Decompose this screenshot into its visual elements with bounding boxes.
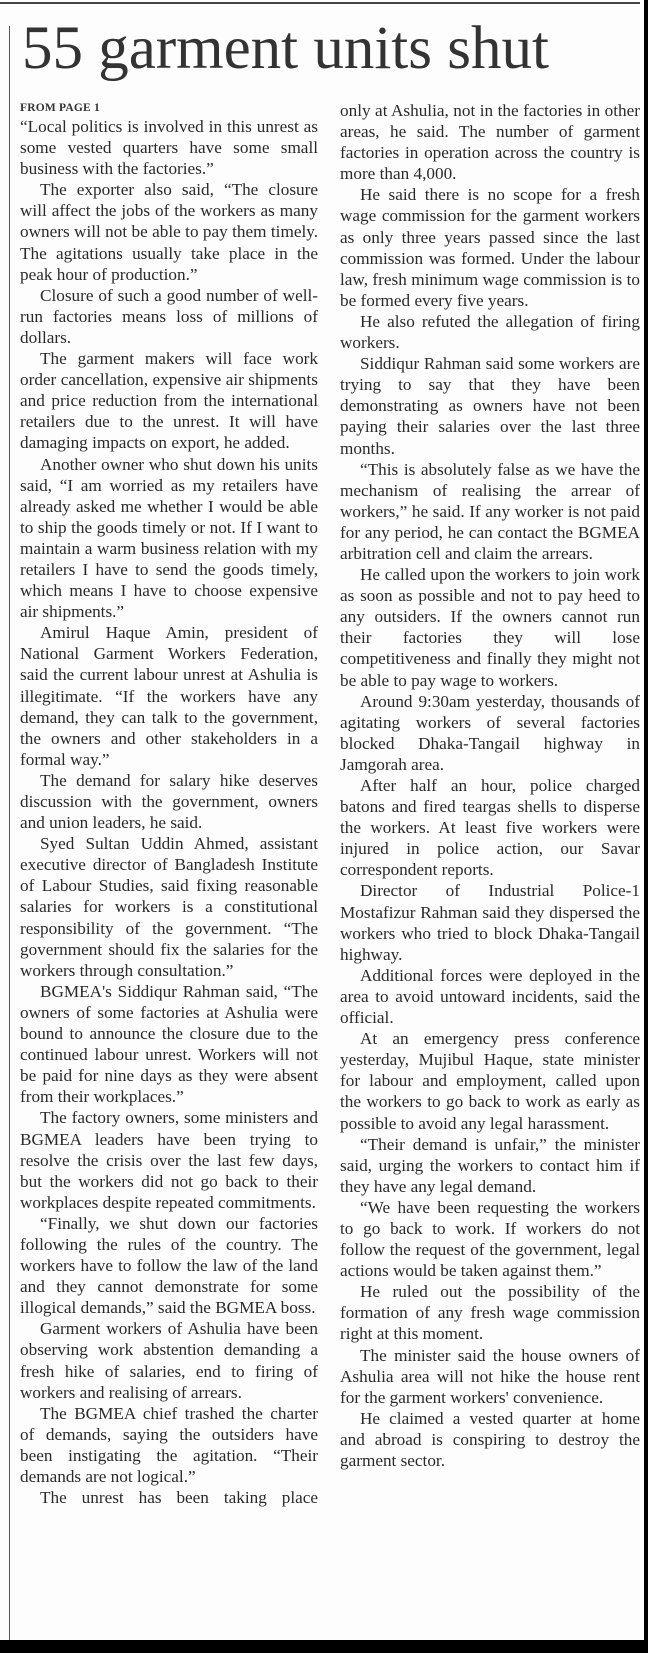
headline: 55 garment units shut: [22, 15, 549, 82]
paragraph: “Local politics is involved in this unrest as some vested quarters have some small business with the factories.”: [20, 117, 318, 179]
article-column-right: [340, 100, 640, 1471]
paragraph: Syed Sultan Uddin Ahmed, assistant executive director of Bangladesh Institute of Labour Studies, said fixing reasonable salaries for workers is a constitutional responsibility of the government. “The government should fix the salaries for the workers through consultation.”: [20, 834, 318, 980]
paragraph: “We have been requesting the workers to go back to work. If workers do not follow the request of the government, legal actions would be taken against them.”: [340, 1197, 640, 1281]
paragraph: BGMEA's Siddiqur Rahman said, “The owners of some factories at Ashulia were bound to announce the closure due to the continued labour unrest. Workers will not be paid for nine days as they were absent from their workplaces.”: [20, 981, 318, 1107]
paragraph: Another owner who shut down his units said, “I am worried as my retailers have already asked me whether I would be able to ship the goods timely or not. If I want to maintain a warm business relation with my retailers I have to send the goods timely, which means I have to choose expensive air shipments.”: [20, 454, 318, 622]
paragraph: Siddiqur Rahman said some workers are trying to say that they have been demonstrating as owners have not been paying their salaries over the last three months.: [340, 354, 640, 458]
paragraph: He said there is no scope for a fresh wage commission for the garment workers as only three years passed since the last commission was formed. Under the labour law, fresh minimum wage commission is to be formed every five years.: [340, 185, 640, 310]
paragraph: The minister said the house owners of Ashulia area will not hike the house rent for the garment workers' convenience.: [340, 1345, 640, 1407]
paragraph: Closure of such a good number of well-run factories means loss of millions of dollars.: [20, 285, 318, 347]
paragraph: The unrest has been taking place: [40, 1488, 318, 1508]
left-column-rule: [9, 26, 10, 1640]
paragraph: Additional forces were deployed in the area to avoid untoward incidents, said the official.: [340, 965, 640, 1028]
top-rule-divider: [0, 2, 640, 4]
paragraph: The exporter also said, “The closure will affect the jobs of the workers as many owners will not be able to pay them timely. The agitations usually take place in the peak hour of production.”: [20, 180, 318, 284]
paragraph: He also refuted the allegation of firing workers.: [340, 311, 640, 353]
paragraph: After half an hour, police charged batons and fired teargas shells to disperse the workers. At least five workers were injured in police action, our Savar correspondent reports.: [340, 776, 640, 880]
paragraph: Around 9:30am yesterday, thousands of agitating workers of several factories blocked Dhaka-Tangail highway in Jamgorah area.: [340, 691, 640, 774]
paragraph: At an emergency press conference yesterday, Mujibul Haque, state minister for labour and employment, called upon the workers to go back to work as early as possible to avoid any legal harassment.: [340, 1029, 640, 1133]
article-column-left: [20, 100, 318, 1508]
paragraph: Garment workers of Ashulia have been observing work abstention demanding a fresh hike of salaries, end to firing of workers and realising of arrears.: [20, 1319, 318, 1402]
paragraph: The factory owners, some ministers and BGMEA leaders have been trying to resolve the crisis over the last few days, but the workers did not go back to their workplaces despite repeated commitments.: [20, 1108, 318, 1212]
paragraph: “Finally, we shut down our factories following the rules of the country. The workers have to follow the law of the land and they cannot demonstrate for some illogical demands,” said the BGMEA boss.: [20, 1213, 318, 1318]
paragraph: He claimed a vested quarter at home and abroad is conspiring to destroy the garment sector.: [340, 1408, 640, 1470]
paragraph: Amirul Haque Amin, president of National Garment Workers Federation, said the current labour unrest at Ashulia is illegitimate. “If the workers have any demand, they can talk to the government, the owners and other stakeholders in a formal way.”: [20, 623, 318, 769]
paragraph: He ruled out the possibility of the formation of any fresh wage commission right at this moment.: [340, 1282, 640, 1344]
paragraph: The demand for salary hike deserves discussion with the government, owners and union leaders, he said.: [20, 770, 318, 833]
paragraph: only at Ashulia, not in the factories in other areas, he said. The number of garment factories in operation across the country is more than 4,000.: [340, 101, 640, 184]
paragraph: The garment makers will face work order cancellation, expensive air shipments and price reduction from the international retailers due to the unrest. It will have damaging impacts on export, he added.: [20, 349, 318, 453]
paragraph: He called upon the workers to join work as soon as possible and not to pay heed to any outsiders. If the owners cannot run their factories they will lose competitiveness and finally they might not be able to pay wage to workers.: [340, 565, 640, 690]
paragraph: Director of Industrial Police-1 Mostafizur Rahman said they dispersed the workers who tried to block Dhaka-Tangail highway.: [340, 881, 640, 964]
continuation-kicker: FROM PAGE 1: [20, 102, 100, 114]
paragraph: The BGMEA chief trashed the charter of demands, saying the outsiders have been instigating the agitation. “Their demands are not logical.”: [20, 1403, 318, 1486]
paragraph: “Their demand is unfair,” the minister said, urging the workers to contact him if they have any legal demand.: [340, 1134, 640, 1196]
paragraph: “This is absolutely false as we have the mechanism of realising the arrear of workers,” he said. If any worker is not paid for any period, he can contact the BGMEA arbitration cell and claim the arrears.: [340, 459, 640, 563]
